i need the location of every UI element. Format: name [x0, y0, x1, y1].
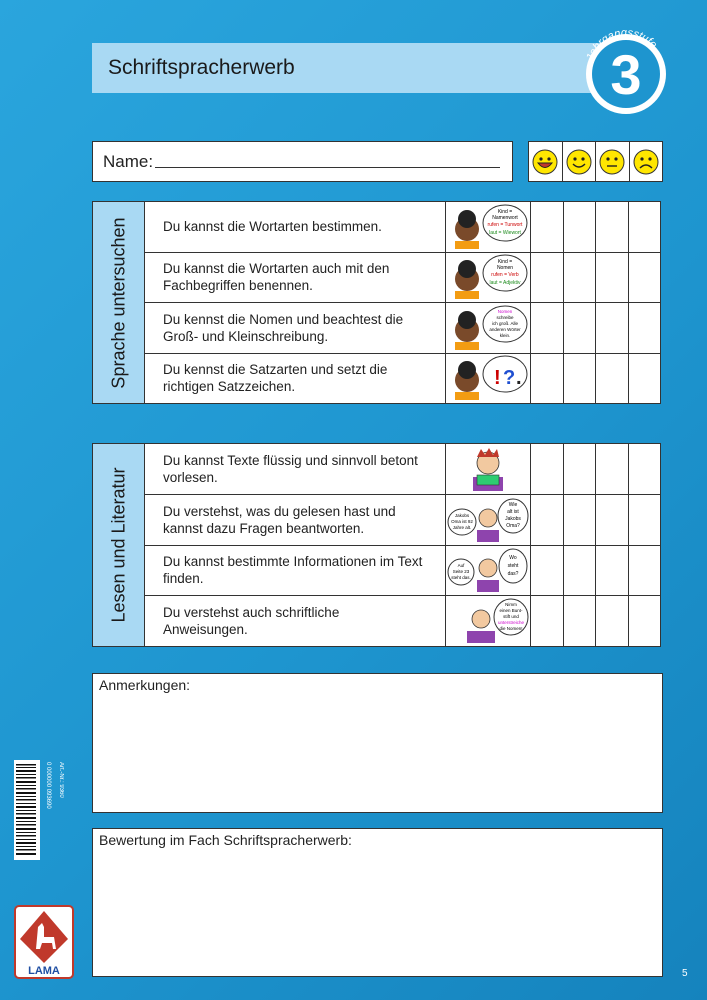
grade-number: 3: [610, 43, 642, 106]
svg-text:rufen = Tunwort: rufen = Tunwort: [487, 221, 523, 228]
rating-cell[interactable]: [564, 444, 597, 494]
rating-cell[interactable]: [531, 495, 564, 545]
svg-text:die Nomen!: die Nomen!: [499, 626, 523, 632]
girl-speech-illustration-icon: [446, 303, 531, 353]
svg-text:?: ?: [503, 367, 516, 390]
competence-text: Du kennst die Satzarten und setzt die richtigen Satzzeichen.: [145, 354, 446, 404]
svg-text:Nimm: Nimm: [505, 602, 517, 608]
svg-text:Auf: Auf: [457, 563, 465, 569]
rating-cell[interactable]: [596, 444, 629, 494]
table-row: [145, 302, 660, 353]
title-bar: [92, 43, 607, 93]
rating-cell[interactable]: [629, 303, 661, 353]
svg-text:klein.: klein.: [499, 332, 511, 338]
boy-instruction-illustration-icon: [446, 596, 531, 646]
very-happy-smiley-icon: [529, 142, 562, 181]
table-row: [145, 252, 660, 303]
svg-text:.: .: [516, 367, 522, 390]
rating-cell[interactable]: [629, 444, 661, 494]
rating-cell[interactable]: [564, 495, 597, 545]
evaluation-field[interactable]: [92, 828, 663, 977]
competence-text: Du kannst bestimmte Informationen im Text finden.: [145, 546, 446, 596]
name-field[interactable]: [92, 141, 513, 182]
rating-cell[interactable]: [531, 303, 564, 353]
rating-cell[interactable]: [531, 354, 564, 404]
barcode-icon: [14, 760, 64, 860]
rating-cell[interactable]: [531, 253, 564, 303]
rating-cell[interactable]: [596, 495, 629, 545]
rating-cell[interactable]: [596, 354, 629, 404]
barcode-digits: 0 000000 093690: [45, 762, 51, 809]
competence-text: Du kennst die Nomen und beachtest die Groß- und Kleinschreibung.: [145, 303, 446, 353]
svg-text:stift und: stift und: [503, 614, 519, 620]
competence-text: Du kannst die Wortarten bestimmen.: [145, 202, 446, 252]
rating-cell[interactable]: [596, 253, 629, 303]
svg-text:!: !: [494, 367, 501, 390]
remarks-field[interactable]: [92, 673, 663, 813]
rating-cell[interactable]: [629, 354, 661, 404]
rating-cell[interactable]: [531, 596, 564, 646]
svg-text:Wie: Wie: [508, 501, 518, 508]
competence-text: Du kannst Texte flüssig und sinnvoll betont vorlesen.: [145, 444, 446, 494]
happy-smiley-icon: [562, 142, 596, 181]
lama-logo-icon: [14, 905, 74, 979]
rating-header: [528, 141, 663, 182]
rating-cell[interactable]: [564, 546, 597, 596]
boy-reading-illustration-icon: [446, 444, 531, 494]
remarks-label: Anmerkungen:: [99, 677, 191, 693]
rating-cell[interactable]: [531, 444, 564, 494]
section-lesen-und-literatur: [92, 443, 661, 647]
svg-text:Oma ist 92: Oma ist 92: [451, 518, 473, 524]
svg-text:ich groß. Alle: ich groß. Alle: [491, 320, 519, 326]
page-title: Schriftspracherwerb: [108, 56, 295, 79]
svg-text:Nomen: Nomen: [496, 265, 514, 272]
svg-text:laut = Adjektiv: laut = Adjektiv: [489, 280, 521, 287]
table-row: [145, 202, 660, 252]
svg-text:laut = Wiewort: laut = Wiewort: [489, 229, 521, 236]
rating-cell[interactable]: [564, 253, 597, 303]
boy-search-illustration-icon: [446, 546, 531, 596]
svg-text:Seite 23: Seite 23: [452, 569, 470, 575]
svg-text:rufen = Verb: rufen = Verb: [491, 272, 519, 279]
rating-cell[interactable]: [629, 253, 661, 303]
girl-punctuation-illustration-icon: [446, 354, 531, 404]
section-label: Sprache untersuchen: [93, 202, 145, 403]
svg-text:Jakobs: Jakobs: [454, 512, 470, 518]
table-row: [145, 353, 660, 404]
logo-text: LAMA: [28, 965, 60, 977]
svg-text:Kind =: Kind =: [497, 208, 513, 215]
rating-cell[interactable]: [629, 202, 661, 252]
svg-text:unterstreiche: unterstreiche: [497, 620, 525, 626]
rating-cell[interactable]: [564, 303, 597, 353]
competence-text: Du kannst die Wortarten auch mit den Fachbegriffen benennen.: [145, 253, 446, 303]
competence-text: Du verstehst auch schriftliche Anweisungen.: [145, 596, 446, 646]
rating-cell[interactable]: [629, 495, 661, 545]
page-number: 5: [682, 968, 688, 979]
neutral-smiley-icon: [595, 142, 629, 181]
rating-cell[interactable]: [564, 354, 597, 404]
svg-text:das?: das?: [507, 571, 519, 578]
rating-cell[interactable]: [596, 303, 629, 353]
svg-text:Namenwort: Namenwort: [492, 214, 518, 221]
rating-cell[interactable]: [531, 546, 564, 596]
svg-text:Jahre alt.: Jahre alt.: [452, 524, 472, 530]
table-row: [145, 545, 660, 596]
girl-speech-illustration-icon: [446, 253, 531, 303]
svg-text:Wo: Wo: [509, 555, 517, 562]
section-sprache-untersuchen: [92, 201, 661, 404]
table-row: [145, 494, 660, 545]
rating-cell[interactable]: [564, 202, 597, 252]
rating-cell[interactable]: [629, 546, 661, 596]
svg-text:steht das.: steht das.: [451, 575, 471, 581]
svg-text:steht: steht: [507, 563, 519, 570]
svg-text:Nomen: Nomen: [497, 308, 513, 314]
grade-label: Jahrgangsstufe: [584, 26, 660, 63]
svg-text:einen Bunt-: einen Bunt-: [499, 608, 523, 614]
section-label: Lesen und Literatur: [93, 444, 145, 646]
rating-cell[interactable]: [596, 596, 629, 646]
grade-badge: [578, 22, 674, 118]
svg-text:alt ist: alt ist: [507, 508, 519, 515]
article-number: Art.-Nr.: 9360: [58, 762, 64, 798]
evaluation-label: Bewertung im Fach Schriftspracherwerb:: [99, 832, 352, 848]
table-row: [145, 444, 660, 494]
table-row: [145, 595, 660, 646]
svg-text:schreibe: schreibe: [496, 314, 514, 320]
girl-speech-illustration-icon: [446, 202, 531, 252]
rating-cell[interactable]: [596, 546, 629, 596]
competence-text: Du verstehst, was du gelesen hast und kannst dazu Fragen beantworten.: [145, 495, 446, 545]
boy-question-illustration-icon: [446, 495, 531, 545]
svg-text:Jakobs: Jakobs: [505, 515, 521, 522]
svg-text:anderen Wörter: anderen Wörter: [489, 326, 521, 332]
rating-cell[interactable]: [629, 596, 661, 646]
svg-text:Oma?: Oma?: [506, 522, 520, 529]
svg-text:Kind =: Kind =: [497, 259, 513, 266]
name-line: [155, 167, 500, 168]
rating-cell[interactable]: [596, 202, 629, 252]
name-label: Name:: [103, 151, 154, 171]
rating-cell[interactable]: [564, 596, 597, 646]
rating-cell[interactable]: [531, 202, 564, 252]
sad-smiley-icon: [629, 142, 663, 181]
